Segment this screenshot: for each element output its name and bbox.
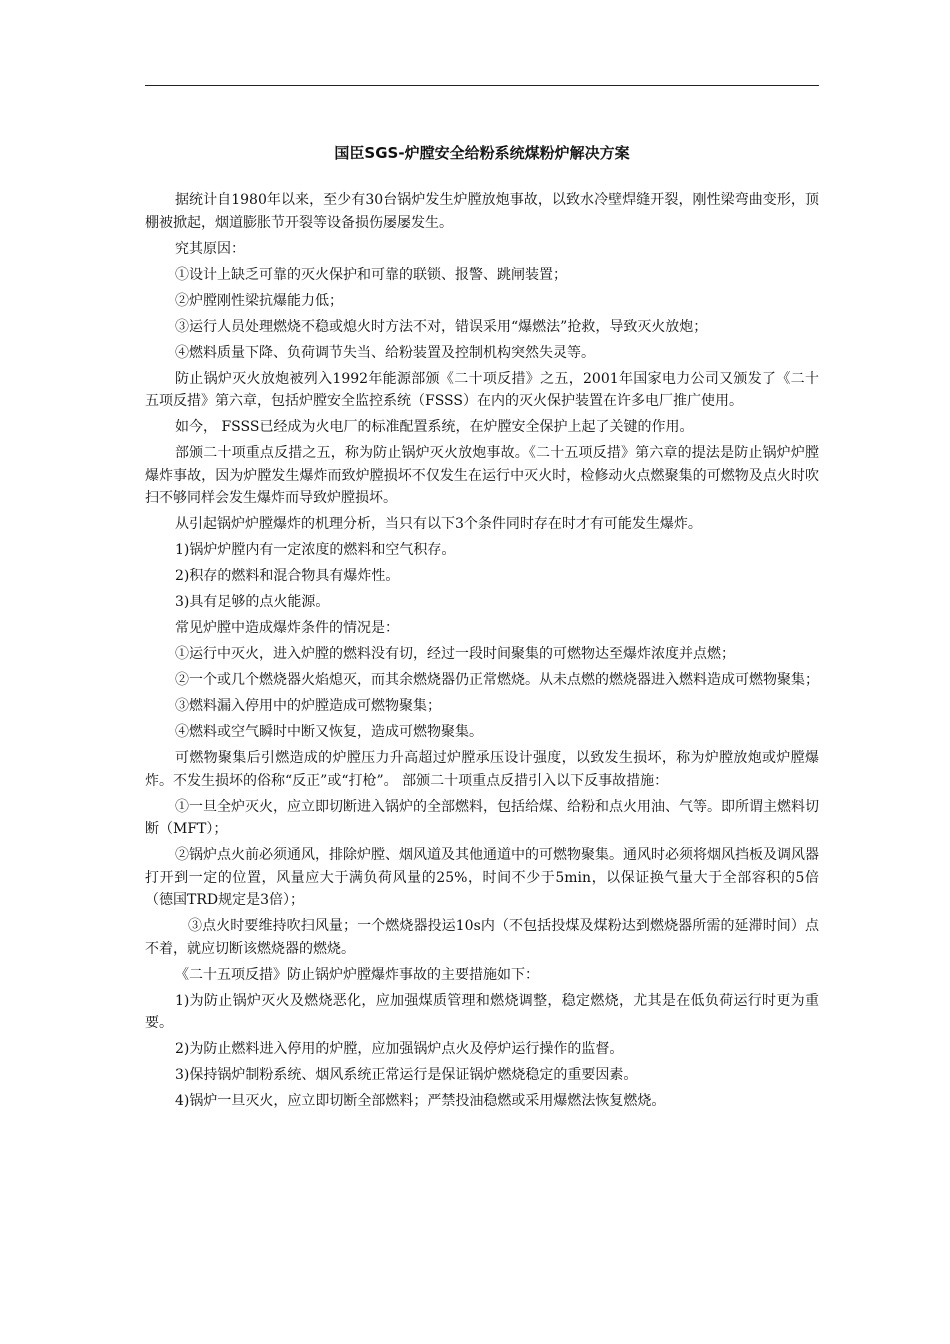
paragraph: 如今， FSSS已经成为火电厂的标准配置系统，在炉膛安全保护上起了关键的作用。 — [175, 419, 694, 435]
paragraph: 据统计自1980年以来，至少有30台锅炉发生炉膛放炮事故，以致水冷壁焊缝开裂，刚性梁弯曲变形，顶棚被掀起，烟道膨胀节开裂等设备损伤屡屡发生。 — [145, 192, 819, 231]
paragraph: 究其原因： — [175, 240, 245, 257]
list-item: 1)为防止锅炉灭火及燃烧恶化，应加强煤质管理和燃烧调整，稳定燃烧，尤其是在低负荷运行时更为重要。 — [145, 992, 819, 1031]
list-item: ④燃料或空气瞬时中断又恢复，造成可燃物聚集。 — [175, 724, 483, 740]
paragraph: 《二十五项反措》防止锅炉炉膛爆炸事故的主要措施如下： — [175, 966, 539, 983]
list-item: 1)锅炉炉膛内有一定浓度的燃料和空气积存。 — [175, 542, 456, 558]
header-rule — [145, 85, 819, 86]
list-item: ③点火时要维持吹扫风量；一个燃烧器投运10s内（不包括投煤及煤粉达到燃烧器所需的延滞时间）点不着，就应切断该燃烧器的燃烧。 — [145, 918, 819, 957]
list-item: ①设计上缺乏可靠的灭火保护和可靠的联锁、报警、跳闸装置； — [175, 266, 567, 283]
list-item: ②炉膛刚性梁抗爆能力低； — [175, 292, 343, 309]
list-item: 3)具有足够的点火能源。 — [175, 594, 330, 610]
list-item: 3)保持锅炉制粉系统、烟风系统正常运行是保证锅炉燃烧稳定的重要因素。 — [175, 1067, 638, 1083]
paragraph: 常见炉膛中造成爆炸条件的情况是： — [175, 620, 399, 636]
list-item: ②一个或几个燃烧器火焰熄灭，而其余燃烧器仍正常燃烧。从未点燃的燃烧器进入燃料造成可燃物聚集； — [175, 672, 819, 688]
paragraph: 可燃物聚集后引燃造成的炉膛压力升高超过炉膛承压设计强度，以致发生损坏，称为炉膛放炮或炉膛爆炸。不发生损坏的俗称“反正”或“打枪”。 部颁二十项重点反措引入以下反事故措施： — [145, 750, 819, 789]
list-item: ①一旦全炉灭火，应立即切断进入锅炉的全部燃料，包括给煤、给粉和点火用油、气等。即所谓主燃料切断（MFT）； — [145, 798, 819, 837]
list-item: ③燃料漏入停用中的炉膛造成可燃物聚集； — [175, 698, 441, 714]
list-item: 2)为防止燃料进入停用的炉膛，应加强锅炉点火及停炉运行操作的监督。 — [175, 1041, 624, 1057]
paragraph: 防止锅炉灭火放炮被列入1992年能源部颁《二十项反措》之五，2001年国家电力公司又颁发了《二十五项反措》第六章，包括炉膛安全监控系统（FSSS）在内的灭火保护装置在许多电厂推广使用。 — [145, 370, 819, 409]
list-item: 2)积存的燃料和混合物具有爆炸性。 — [175, 568, 400, 584]
list-item: 4)锅炉一旦灭火，应立即切断全部燃料；严禁投油稳燃或采用爆燃法恢复燃烧。 — [175, 1093, 666, 1109]
list-item: ④燃料质量下降、负荷调节失当、给粉装置及控制机构突然失灵等。 — [175, 344, 595, 361]
paragraph: 从引起锅炉炉膛爆炸的机理分析，当只有以下3个条件同时存在时才有可能发生爆炸。 — [175, 516, 702, 532]
list-item: ①运行中灭火，进入炉膛的燃料没有切，经过一段时间聚集的可燃物达至爆炸浓度并点燃； — [175, 646, 735, 662]
document-body — [145, 189, 819, 1116]
list-item: ②锅炉点火前必须通风，排除炉膛、烟风道及其他通道中的可燃物聚集。通风时必须将烟风挡板及调风器打开到一定的位置，风量应大于满负荷风量的25%，时间不少于5min，以保证换气量大于全部容积的5倍（德国TRD规定是3倍）； — [145, 847, 819, 908]
document-title: 国臣SGS-炉膛安全给粉系统煤粉炉解决方案 — [334, 144, 630, 162]
list-item: ③运行人员处理燃烧不稳或熄火时方法不对，错误采用“爆燃法”抢救，导致灭火放炮； — [175, 318, 708, 335]
paragraph: 部颁二十项重点反措之五，称为防止锅炉灭火放炮事故。《二十五项反措》第六章的提法是防止锅炉炉膛爆炸事故，因为炉膛发生爆炸而致炉膛损坏不仅发生在运行中灭火时，检修动火点燃聚集的可燃物及点火时吹扫不够同样会发生爆炸而导致炉膛损坏。 — [145, 445, 819, 506]
